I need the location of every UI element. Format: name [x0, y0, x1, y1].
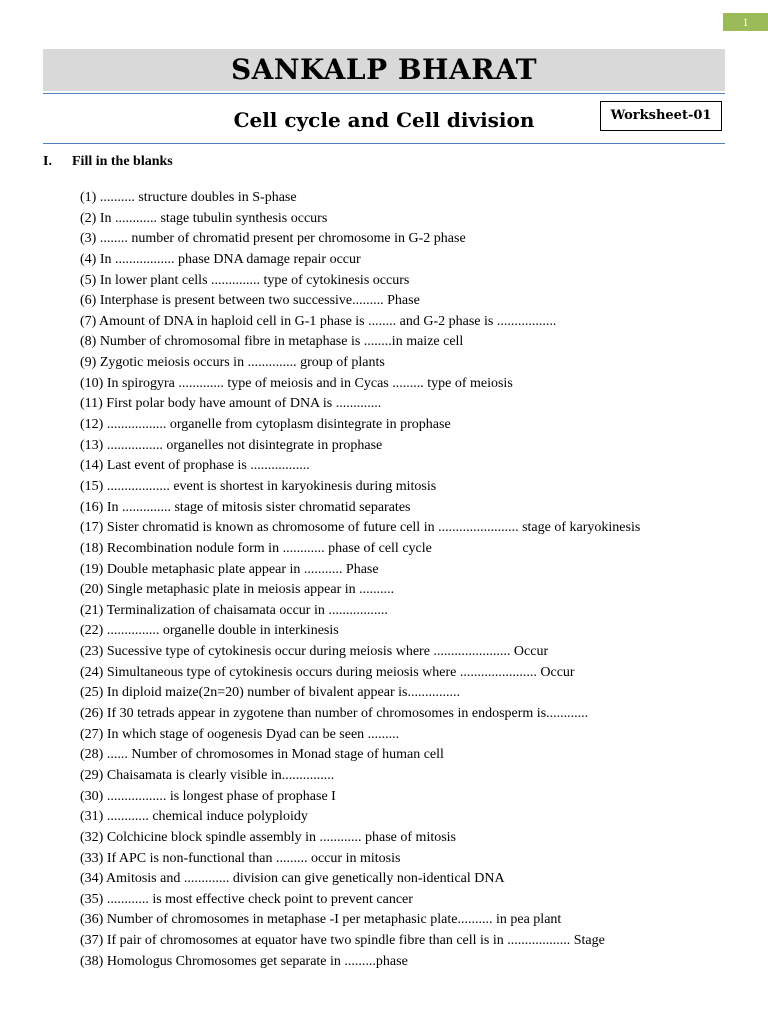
question-item: (34) Amitosis and ............. division can give genetically non-identical DNA	[80, 871, 505, 887]
worksheet-topic-title: Cell cycle and Cell division	[233, 108, 535, 132]
question-item: (16) In .............. stage of mitosis sister chromatid separates	[80, 499, 411, 515]
question-item: (6) Interphase is present between two successive......... Phase	[80, 293, 420, 309]
worksheet-label: Worksheet-01	[600, 101, 722, 131]
institute-title: SANKALP BHARAT	[43, 49, 725, 91]
question-item: (38) Homologus Chromosomes get separate in .........phase	[80, 953, 408, 969]
question-item: (3) ........ number of chromatid present per chromosome in G-2 phase	[80, 231, 466, 247]
question-list	[80, 188, 740, 972]
question-item: (2) In ............ stage tubulin synthesis occurs	[80, 210, 328, 226]
divider	[43, 93, 725, 94]
question-item: (12) ................. organelle from cytoplasm disintegrate in prophase	[80, 417, 451, 433]
question-item: (10) In spirogyra ............. type of meiosis and in Cycas ......... type of meiosis	[80, 375, 513, 391]
question-item: (4) In ................. phase DNA damage repair occur	[80, 251, 361, 267]
question-item: (13) ................ organelles not disintegrate in prophase	[80, 437, 383, 453]
question-item: (24) Simultaneous type of cytokinesis occurs during meiosis where ...................... Occur	[80, 664, 575, 680]
question-item: (37) If pair of chromosomes at equator have two spindle fibre than cell is in .................. Stage	[80, 933, 605, 949]
question-item: (32) Colchicine block spindle assembly in ............ phase of mitosis	[80, 829, 457, 845]
question-item: (17) Sister chromatid is known as chromosome of future cell in ....................... stage of karyokinesis	[80, 520, 641, 536]
question-item: (11) First polar body have amount of DNA is .............	[80, 396, 382, 412]
question-item: (14) Last event of prophase is .................	[80, 458, 310, 474]
question-item: (15) .................. event is shortest in karyokinesis during mitosis	[80, 478, 437, 494]
section-heading	[43, 154, 173, 170]
question-item: (20) Single metaphasic plate in meiosis appear in ..........	[80, 582, 395, 598]
question-item: (5) In lower plant cells .............. type of cytokinesis occurs	[80, 272, 410, 288]
question-item: (26) If 30 tetrads appear in zygotene than number of chromosomes in endosperm is............	[80, 706, 589, 722]
question-item: (22) ............... organelle double in interkinesis	[80, 623, 339, 639]
question-item: (31) ............ chemical induce polyploidy	[80, 809, 308, 825]
question-item: (28) ...... Number of chromosomes in Monad stage of human cell	[80, 747, 444, 763]
question-item: (18) Recombination nodule form in ............ phase of cell cycle	[80, 540, 432, 556]
question-item: (8) Number of chromosomal fibre in metaphase is ........in maize cell	[80, 334, 464, 350]
question-item: (29) Chaisamata is clearly visible in...............	[80, 767, 335, 783]
divider	[43, 143, 725, 144]
question-item: (25) In diploid maize(2n=20) number of bivalent appear is...............	[80, 685, 460, 701]
question-item: (33) If APC is non-functional than ......... occur in mitosis	[80, 850, 401, 866]
question-item: (35) ............ is most effective check point to prevent cancer	[80, 891, 413, 907]
question-item: (7) Amount of DNA in haploid cell in G-1 phase is ........ and G-2 phase is .................	[80, 313, 557, 329]
question-item: (27) In which stage of oogenesis Dyad can be seen .........	[80, 726, 400, 742]
question-item: (36) Number of chromosomes in metaphase -I per metaphasic plate.......... in pea plant	[80, 912, 562, 928]
question-item: (21) Terminalization of chaisamata occur in .................	[80, 602, 388, 618]
section-title: Fill in the blanks	[72, 154, 173, 169]
section-number: I.	[43, 154, 52, 169]
question-item: (30) ................. is longest phase of prophase I	[80, 788, 336, 804]
question-item: (23) Sucessive type of cytokinesis occur during meiosis where ...................... Occur	[80, 644, 549, 660]
page-number-badge: 1	[723, 13, 768, 31]
question-item: (9) Zygotic meiosis occurs in .............. group of plants	[80, 355, 385, 371]
question-item: (19) Double metaphasic plate appear in ........... Phase	[80, 561, 379, 577]
question-item: (1) .......... structure doubles in S-phase	[80, 190, 297, 205]
